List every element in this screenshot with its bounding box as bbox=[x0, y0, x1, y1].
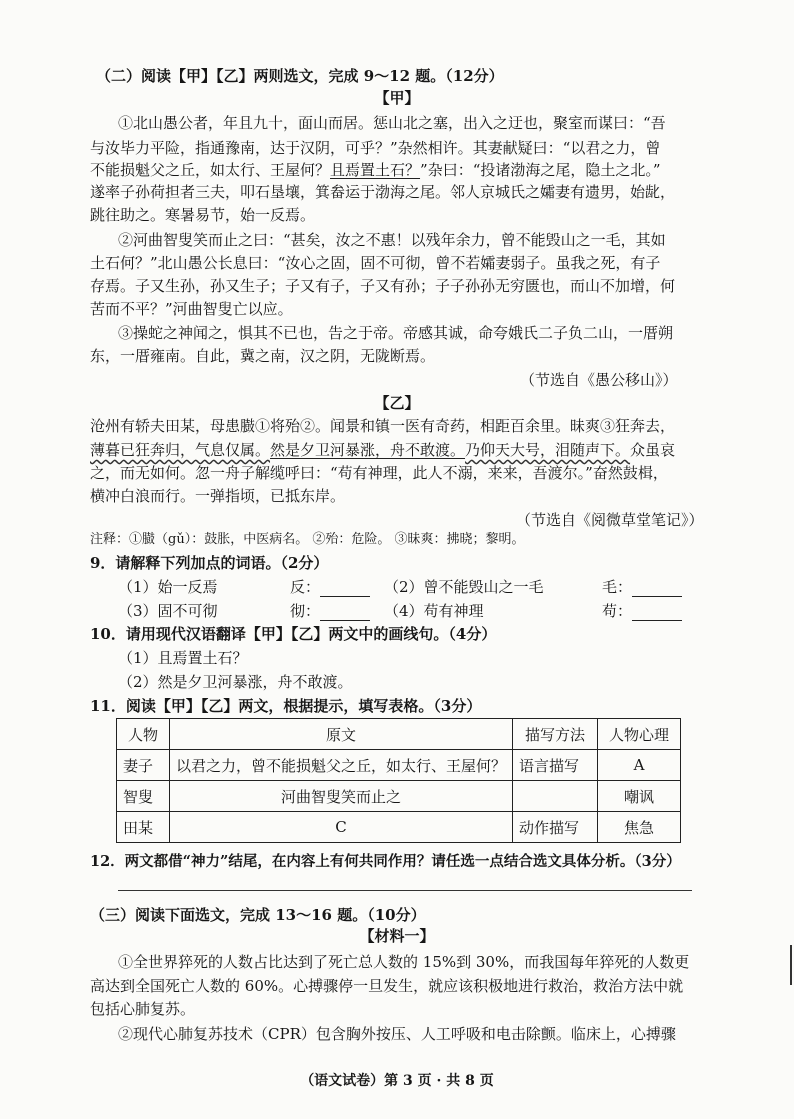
underlined-sentence-jia: 且焉置土石？ bbox=[330, 161, 421, 179]
passage-line: ①全世界猝死的人数占比达到了死亡总人数的 15%到 30%，而我国每年猝死的人数更 bbox=[118, 953, 690, 971]
passage-line: 存焉。子又生孙，孙又生子；子又有子，子又有孙；子子孙孙无穷匮也，而山不加增，何 bbox=[90, 277, 676, 295]
q9-item: （4）苟有神理 bbox=[384, 602, 484, 620]
question-9: 9．请解释下列加点的词语。（2分） bbox=[90, 554, 329, 572]
table-row bbox=[117, 812, 681, 843]
q9-item: （1）始一反焉 bbox=[118, 578, 218, 596]
question-12: 12．两文都借“神力”结尾，在内容上有何共同作用？请任选一点结合选文具体分析。（3分） bbox=[90, 853, 681, 870]
table-cell: 焦急 bbox=[598, 812, 681, 843]
passage-line: 横冲白浪而行。一弹指顷，已抵东岸。 bbox=[90, 487, 346, 505]
annotation-notes: 注释：①臌（gǔ）：鼓胀，中医病名。 ②殆：危险。 ③昧爽：拂晓；黎明。 bbox=[90, 532, 525, 547]
table-cell-blank-a[interactable]: A bbox=[598, 750, 681, 781]
passage-line: 与汝毕力平险，指通豫南，达于汉阴，可乎？”杂然相许。其妻献疑曰：“以君之力，曾 bbox=[90, 139, 661, 157]
table-cell-blank-c[interactable]: C bbox=[170, 812, 513, 843]
q10-item: （1）且焉置土石？ bbox=[118, 649, 248, 667]
question-11: 11．阅读【甲】【乙】两文，根据提示，填写表格。（3分） bbox=[90, 697, 482, 715]
table-header-cell: 人物 bbox=[117, 719, 170, 750]
q9-item: （2）曾不能毁山之一毛 bbox=[384, 578, 544, 596]
source-citation: （节选自《阅微草堂笔记》） bbox=[516, 511, 704, 529]
material-1-title: 【材料一】 bbox=[359, 927, 435, 945]
q9-answer-field[interactable]: 彻： bbox=[290, 601, 370, 621]
table-cell-blank-b[interactable] bbox=[513, 781, 598, 812]
table-header-row bbox=[117, 719, 681, 750]
passage-line: 遂率子孙荷担者三夫，叩石垦壤，箕畚运于渤海之尾。邻人京城氏之孀妻有遗男，始龀， bbox=[90, 183, 676, 201]
table-row bbox=[117, 750, 681, 781]
table-header-cell: 原文 bbox=[170, 719, 513, 750]
jia-title: 【甲】 bbox=[374, 89, 420, 107]
table-row bbox=[117, 781, 681, 812]
passage-line: ③操蛇之神闻之，惧其不已也，告之于帝。帝感其诚，命夸娥氏二子负二山，一厝朔 bbox=[118, 324, 674, 342]
q9-answer-field[interactable]: 苟： bbox=[602, 601, 682, 621]
q9-item: （3）固不可彻 bbox=[118, 602, 218, 620]
passage-line: 东，一厝雍南。自此，冀之南，汉之阴，无陇断焉。 bbox=[90, 347, 436, 365]
source-citation: （节选自《愚公移山》） bbox=[520, 371, 678, 389]
passage-line: 沧州有轿夫田某，母患臌①将殆②。闻景和镇一医有奇药，相距百余里。昧爽③狂奔去， bbox=[90, 417, 676, 435]
table-cell: 河曲智叟笑而止之 bbox=[170, 781, 513, 812]
passage-line: ①北山愚公者，年且九十，面山而居。惩山北之塞，出入之迂也，聚室而谋曰：“吾 bbox=[118, 114, 666, 132]
page-footer: （语文试卷）第 3 页 · 共 8 页 bbox=[300, 1073, 494, 1089]
question-10: 10．请用现代汉语翻译【甲】【乙】两文中的画线句。（4分） bbox=[90, 625, 497, 643]
answer-line[interactable] bbox=[118, 890, 692, 891]
section2-header: （二）阅读【甲】【乙】两则选文，完成 9～12 题。（12分） bbox=[96, 67, 504, 85]
passage-line: 苦而不平？”河曲智叟亡以应。 bbox=[90, 300, 293, 318]
q9-answer-field[interactable]: 毛： bbox=[602, 577, 682, 597]
table-cell: 嘲讽 bbox=[598, 781, 681, 812]
q10-item: （2）然是夕卫河暴涨，舟不敢渡。 bbox=[118, 673, 353, 691]
q9-answer-field[interactable]: 反： bbox=[290, 577, 370, 597]
passage-line: 薄暮已狂奔归，气息仅属。然是夕卫河暴涨，舟不敢渡。乃仰天大号，泪随声下。众虽哀 bbox=[90, 441, 676, 459]
table-cell: 智叟 bbox=[117, 781, 170, 812]
table-header-cell: 描写方法 bbox=[513, 719, 598, 750]
passage-line: 高达到全国死亡人数的 60%。心搏骤停一旦发生，就应该积极地进行救治，救治方法中就 bbox=[90, 977, 684, 995]
table-header-cell: 人物心理 bbox=[598, 719, 681, 750]
table-cell: 田某 bbox=[117, 812, 170, 843]
table-cell: 妻子 bbox=[117, 750, 170, 781]
passage-line: ②现代心肺复苏技术（CPR）包含胸外按压、人工呼吸和电击除颤。临床上，心搏骤 bbox=[118, 1025, 676, 1043]
passage-line: 跳往助之。寒暑易节，始一反焉。 bbox=[90, 206, 316, 224]
passage-line: 不能损魁父之丘，如太行、王屋何？且焉置土石？”杂曰：“投诸渤海之尾，隐土之北。” bbox=[90, 161, 661, 179]
scan-edge-mark bbox=[790, 945, 792, 985]
table-cell: 动作描写 bbox=[513, 812, 598, 843]
passage-line: ②河曲智叟笑而止之曰：“甚矣，汝之不惠！以残年余力，曾不能毁山之一毛，其如 bbox=[118, 231, 666, 249]
passage-line: 土石何？”北山愚公长息曰：“汝心之固，固不可彻，曾不若孀妻弱子。虽我之死，有子 bbox=[90, 254, 661, 272]
passage-line: 包括心肺复苏。 bbox=[90, 1000, 196, 1018]
underlined-sentence-yi: 然是夕卫河暴涨，舟不敢渡。 bbox=[270, 441, 466, 459]
q11-table bbox=[116, 718, 681, 843]
table-cell: 语言描写 bbox=[513, 750, 598, 781]
table-cell: 以君之力，曾不能损魁父之丘，如太行、王屋何？ bbox=[170, 750, 513, 781]
passage-line: 之，而无如何。忽一舟子解缆呼曰：“苟有神理，此人不溺，来来，吾渡尔。”奋然鼓楫， bbox=[90, 464, 668, 482]
yi-title: 【乙】 bbox=[374, 394, 420, 412]
section3-header: （三）阅读下面选文，完成 13～16 题。（10分） bbox=[90, 906, 426, 924]
